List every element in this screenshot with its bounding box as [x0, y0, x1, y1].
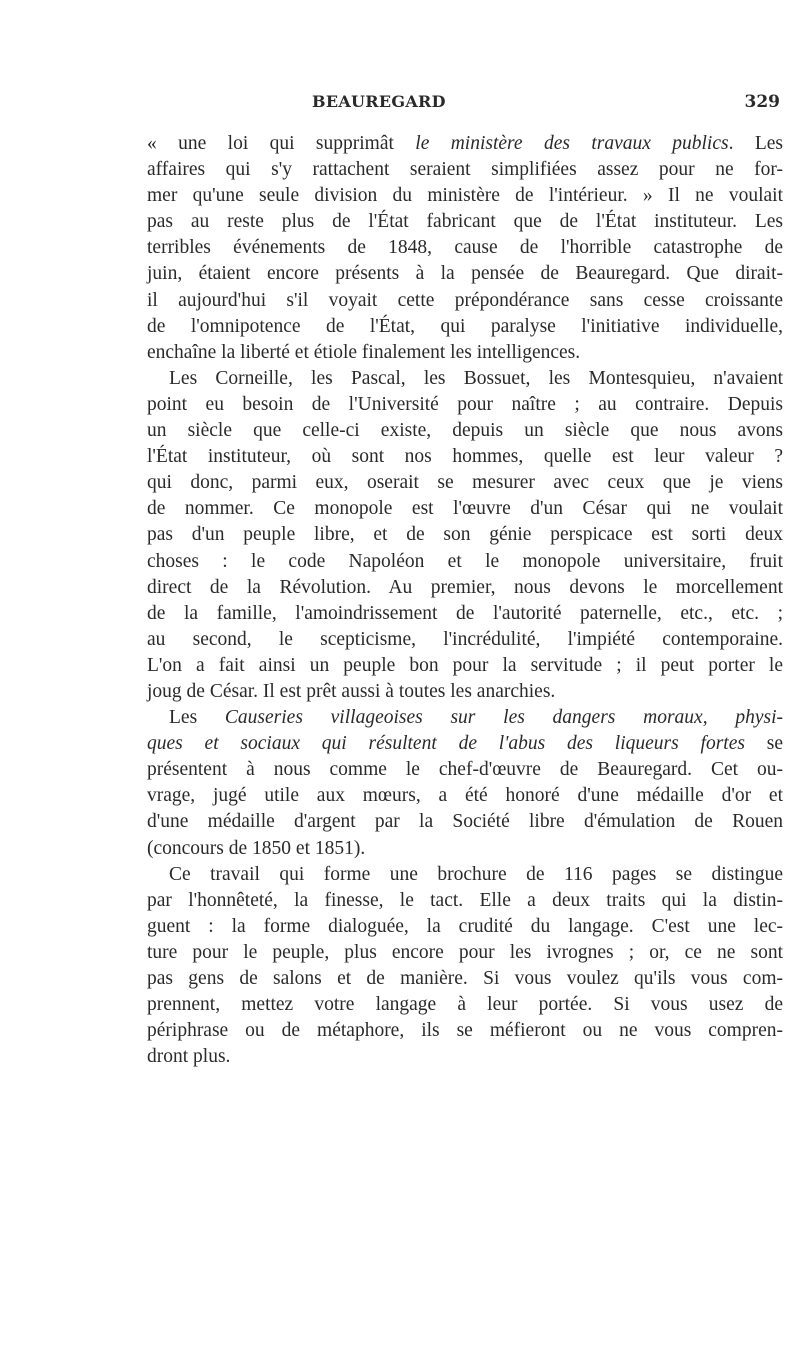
text-line: direct de la Révolution. Au premier, nous devons le morcellement [147, 576, 783, 598]
text-line [147, 131, 783, 157]
text-line: vrage, jugé utile aux mœurs, a été honoré d'une médaille d'or et [147, 785, 783, 807]
text-line: guent : la forme dialoguée, la crudité du langage. C'est une lec- [147, 915, 783, 937]
italic-title: le ministère des travaux publics [415, 133, 729, 154]
text-line: pas au reste plus de l'État fabricant que de l'État instituteur. Les [147, 211, 783, 233]
text-line: un siècle que celle-ci existe, depuis un siècle que nous avons [147, 420, 783, 442]
text-line: ture pour le peuple, plus encore pour les ivrognes ; or, ce ne sont [147, 941, 783, 963]
text-line: joug de César. Il est prêt aussi à toutes les anarchies. [147, 680, 556, 702]
text-line: (concours de 1850 et 1851). [147, 837, 366, 859]
running-head [150, 92, 780, 122]
text-segment: Les [169, 707, 225, 729]
text-segment: . Les [728, 133, 783, 154]
text-segment: « une loi qui supprimât [147, 133, 416, 154]
body-text [147, 131, 783, 1070]
text-line: d'une médaille d'argent par la Société libre d'émulation de Rouen [147, 811, 783, 833]
text-line [147, 731, 783, 757]
text-line: qui donc, parmi eux, oserait se mesurer avec ceux que je viens [147, 472, 783, 494]
text-line: Ce travail qui forme une brochure de 116 pages se distingue [169, 863, 783, 885]
text-line: affaires qui s'y rattachent seraient simplifiées assez pour ne for- [147, 159, 783, 181]
text-line: il aujourd'hui s'il voyait cette prépondérance sans cesse croissante [147, 289, 783, 311]
text-line: pas d'un peuple libre, et de son génie perspicace est sorti deux [147, 524, 783, 546]
text-line: périphrase ou de métaphore, ils se méfieront ou ne vous compren- [147, 1020, 783, 1042]
page-number: 329 [744, 92, 780, 112]
text-line: juin, étaient encore présents à la pensée de Beauregard. Que dirait- [147, 263, 783, 285]
italic-title: ques et sociaux qui résultent de l'abus des liqueurs fortes [147, 733, 745, 755]
text-line: Les Corneille, les Pascal, les Bossuet, les Montesquieu, n'avaient [169, 367, 783, 389]
text-line: dront plus. [147, 1046, 231, 1068]
text-line: au second, le scepticisme, l'incrédulité, l'impiété contemporaine. [147, 628, 783, 650]
text-line: de l'omnipotence de l'État, qui paralyse l'initiative individuelle, [147, 315, 783, 337]
text-line: pas gens de salons et de manière. Si vous voulez qu'ils vous com- [147, 968, 783, 989]
text-line: mer qu'une seule division du ministère de l'intérieur. » Il ne voulait [147, 185, 783, 207]
running-head-title: BEAUREGARD [312, 92, 446, 111]
text-segment: se [744, 733, 784, 755]
text-line: de la famille, l'amoindrissement de l'autorité paternelle, etc., etc. ; [147, 602, 783, 624]
text-line: enchaîne la liberté et étiole finalement les intelligences. [147, 341, 581, 363]
text-line [147, 705, 783, 731]
text-line: choses : le code Napoléon et le monopole universitaire, fruit [147, 550, 783, 572]
text-line: par l'honnêteté, la finesse, le tact. Elle a deux traits qui la distin- [147, 889, 783, 911]
text-line: terribles événements de 1848, cause de l'horrible catastrophe de [147, 237, 783, 259]
text-line: point eu besoin de l'Université pour naître ; au contraire. Depuis [147, 393, 783, 415]
text-line: prennent, mettez votre langage à leur portée. Si vous usez de [147, 994, 783, 1016]
text-line: L'on a fait ainsi un peuple bon pour la servitude ; il peut porter le [147, 654, 783, 676]
text-line: de nommer. Ce monopole est l'œuvre d'un César qui ne voulait [147, 498, 783, 520]
text-line: l'État instituteur, où sont nos hommes, quelle est leur valeur ? [147, 446, 783, 468]
italic-title: Causeries villageoises sur les dangers moraux, physi- [224, 707, 783, 729]
text-line: présentent à nous comme le chef-d'œuvre de Beauregard. Cet ou- [147, 759, 783, 781]
